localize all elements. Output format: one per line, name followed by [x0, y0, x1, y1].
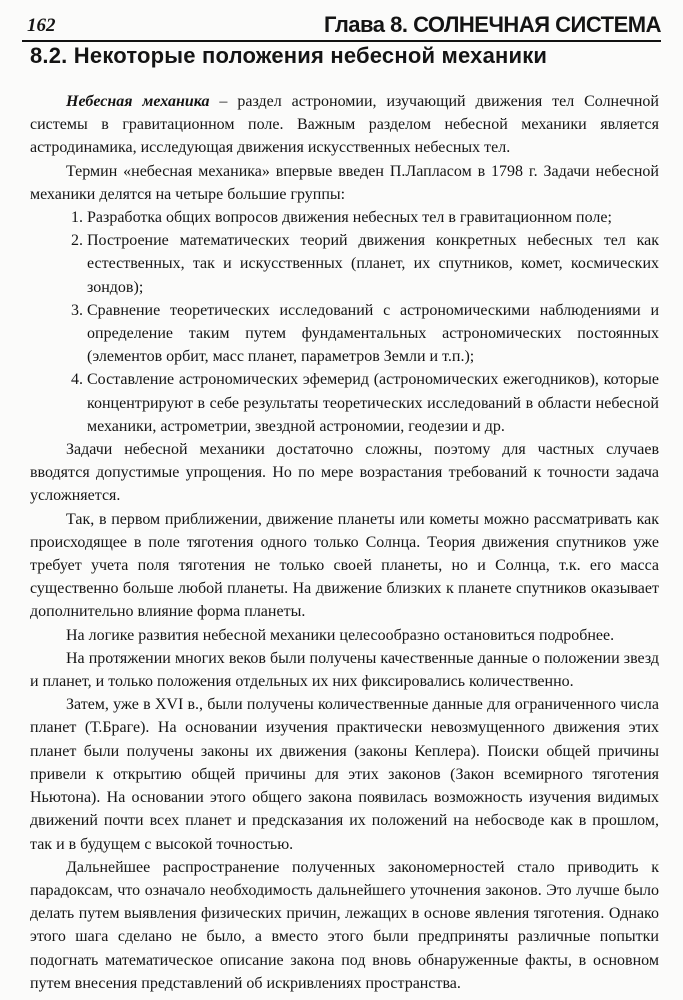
- task-groups-list: [30, 206, 659, 438]
- running-header: [22, 12, 661, 42]
- list-item: 3. Сравнение теоретических исследований с астрономическими наблюдениями и определение таким путем фундаментальных астрономических постоянных (элементов орбит, масс планет, параметров Земли и т.п.);: [87, 299, 659, 369]
- list-item: 4. Составление астрономических эфемерид (астрономических ежегодников), которые концентрируют в себе результаты теоретических исследований в области небесной механики, астрометрии, звездной астрономии, геодезии и др.: [87, 368, 659, 438]
- definition-text: – раздел астрономии, изучающий движения тел Солнечной системы в гравитационном поле. Важным разделом небесной механики является астродинамика, исследующая движения искусственных небесных тел.: [30, 93, 659, 157]
- paragraph: Дальнейшее распространение полученных закономерностей стало приводить к парадоксам, что означало необходимость дальнейшего уточнения законов. Это лучше было делать путем выявления физических причин, лежащих в основе явления тяготения. Однако этого шага сделано не было, а вместо этого были предприняты различные попытки подогнать математическое описание закона под вновь обнаруженные факты, в основном путем внесения представлений об искривлениях пространства.: [30, 858, 659, 992]
- definition-paragraph: [30, 90, 659, 160]
- defined-term: Небесная механика: [66, 93, 210, 110]
- paragraph: На протяжении многих веков были получены качественные данные о положении звезд и планет, и только положения отдельных их них фиксировались количественно.: [30, 649, 659, 691]
- chapter-title: Глава 8. СОЛНЕЧНАЯ СИСТЕМА: [323, 12, 661, 37]
- paragraph: Задачи небесной механики достаточно сложны, поэтому для частных случаев вводятся допустимые упрощения. Но по мере возрастания требований к точности задача усложняется.: [30, 441, 659, 505]
- paragraph: Так, в первом приближении, движение планеты или кометы можно рассматривать как происходящее в поле тяготения одного только Солнца. Теория движения спутников уже требует учета поля тяготения не только своей планеты, но и Солнца, т.к. его масса существенно больше любой планеты. На движение близких к планете спутников оказывает дополнительно влияние форма планеты.: [30, 510, 659, 621]
- header-rule: [22, 40, 661, 42]
- section-title: 8.2. Некоторые положения небесной механики: [30, 43, 548, 68]
- list-item: 2. Построение математических теорий движения конкретных небесных тел как естественных, так и искусственных (планет, их спутников, комет, космических зондов);: [87, 229, 659, 299]
- list-item: 1. Разработка общих вопросов движения небесных тел в гравитационном поле;: [87, 206, 659, 229]
- paragraph: На логике развития небесной механики целесообразно остановиться подробнее.: [66, 626, 615, 644]
- body-text: [30, 90, 659, 995]
- page-number: 162: [27, 15, 56, 36]
- paragraph: Затем, уже в XVI в., были получены количественные данные для ограниченного числа планет (Т.Браге). На основании изучения практически невозмущенного движения этих планет были получены законы их движения (законы Кеплера). Поиски общей причины привели к открытию общей причины для этих законов (Закон всемирного тяготения Ньютона). На основании этого общего закона появилась возможность изучения видимых движений почти всех планет и предсказания их положений на небосводе как в прошлом, так и в будущем с высокой точностью.: [30, 696, 659, 853]
- intro-paragraph: Термин «небесная механика» впервые введен П.Лапласом в 1798 г. Задачи небесной механики делятся на четыре большие группы:: [30, 162, 659, 203]
